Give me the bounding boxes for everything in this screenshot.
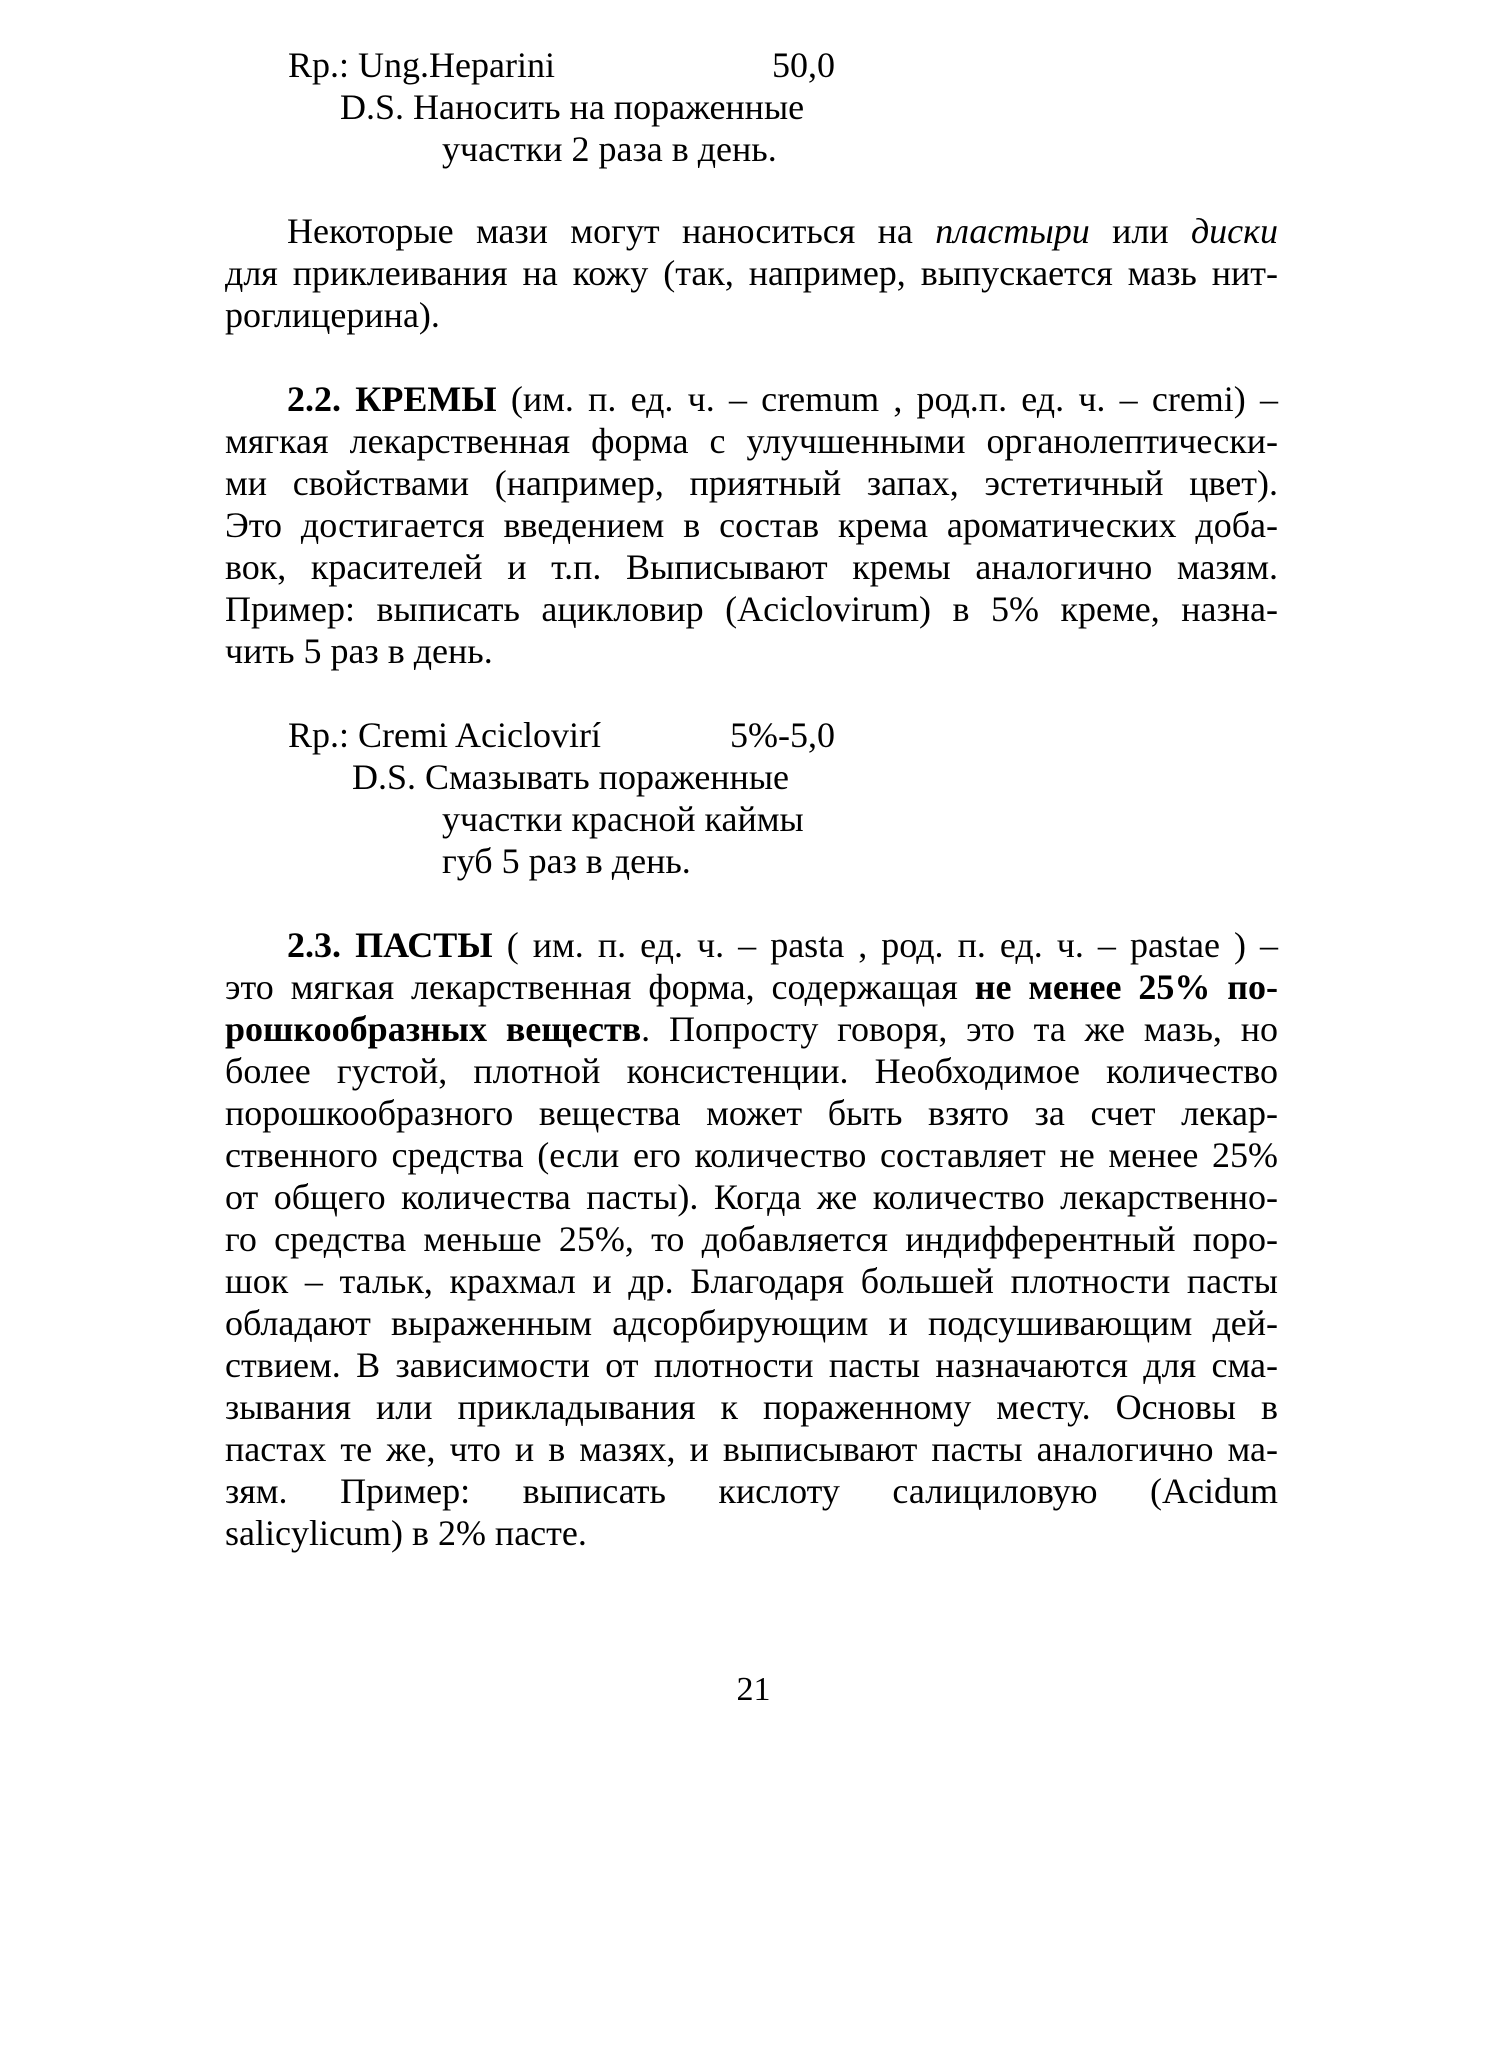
emphasis-bold: не менее 25% по- (974, 967, 1278, 1007)
paragraph-line: зывания или прикладывания к пораженному месту. Основы в (225, 1387, 1278, 1427)
paragraph-line: обладают выраженным адсорбирующим и подсушивающим дей- (225, 1303, 1278, 1343)
rx2-dose: 5%-5,0 (730, 715, 835, 755)
rx2-rp: Rp.: Cremi Aciclovirí (288, 715, 601, 755)
paragraph-line: роглицерина). (225, 295, 440, 335)
paragraph-line: от общего количества пасты). Когда же количество лекарственно- (225, 1177, 1278, 1217)
rx2-signa-cont: участки красной каймы (442, 799, 804, 839)
paragraph-line: salicylicum) в 2% пасте. (225, 1513, 587, 1553)
emphasis-bold: рошкообразных веществ (225, 1009, 642, 1049)
section-2-2-heading: 2.2. КРЕМЫ (им. п. ед. ч. – cremum , род.п. ед. ч. – cremi) – (287, 379, 1278, 419)
paragraph-line: более густой, плотной консистенции. Необходимое количество (225, 1051, 1278, 1091)
emphasis-discs: диски (1190, 211, 1278, 251)
page-number: 21 (736, 1671, 771, 1708)
paragraph-line: ми свойствами (например, приятный запах, эстетичный цвет). (225, 463, 1278, 503)
rx2-signa: D.S. Смазывать пораженные (352, 757, 789, 797)
paragraph-line: чить 5 раз в день. (225, 631, 493, 671)
rx1-rp: Rp.: Ung.Heparini (288, 45, 555, 85)
paragraph-line: пастах те же, что и в мазях, и выписывают пасты аналогично ма- (225, 1429, 1278, 1469)
rx1-dose: 50,0 (772, 45, 835, 85)
section-number: 2.3. (287, 925, 341, 965)
paragraph-line: шок – тальк, крахмал и др. Благодаря большей плотности пасты (225, 1261, 1278, 1301)
paragraph-line: Это достигается введением в состав крема ароматических доба- (225, 505, 1278, 545)
rx1-signa-cont: участки 2 раза в день. (442, 129, 777, 169)
paragraph-line: Некоторые мази могут наноситься на пластыри или диски (287, 211, 1278, 251)
paragraph-line: зям. Пример: выписать кислоту салициловую (Acidum (225, 1471, 1278, 1511)
section-title: КРЕМЫ (355, 379, 497, 419)
paragraph-line: рошкообразных веществ. Попросту говоря, это та же мазь, но (225, 1009, 1278, 1049)
paragraph-line: для приклеивания на кожу (так, например, выпускается мазь нит- (225, 253, 1278, 293)
section-number: 2.2. (287, 379, 341, 419)
paragraph-line: ственного средства (если его количество составляет не менее 25% (225, 1135, 1278, 1175)
paragraph-line: порошкообразного вещества может быть взято за счет лекар- (225, 1093, 1278, 1133)
section-title: ПАСТЫ (355, 925, 493, 965)
emphasis-plasters: пластыри (935, 211, 1090, 251)
paragraph-line: вок, красителей и т.п. Выписывают кремы аналогично мазям. (225, 547, 1278, 587)
rx1-signa: D.S. Наносить на пораженные (340, 87, 805, 127)
section-2-3-heading: 2.3. ПАСТЫ ( им. п. ед. ч. – pasta , род. п. ед. ч. – pastae ) – (287, 925, 1279, 965)
paragraph-line: Пример: выписать ацикловир (Aciclovirum) в 5% креме, назна- (225, 589, 1278, 629)
paragraph-line: это мягкая лекарственная форма, содержащая не менее 25% по- (225, 967, 1278, 1007)
paragraph-line: го средства меньше 25%, то добавляется индифферентный поро- (225, 1219, 1278, 1259)
paragraph-line: ствием. В зависимости от плотности пасты назначаются для сма- (225, 1345, 1278, 1385)
paragraph-line: мягкая лекарственная форма с улучшенными органолептически- (225, 421, 1278, 461)
rx2-signa-cont: губ 5 раз в день. (442, 841, 691, 881)
